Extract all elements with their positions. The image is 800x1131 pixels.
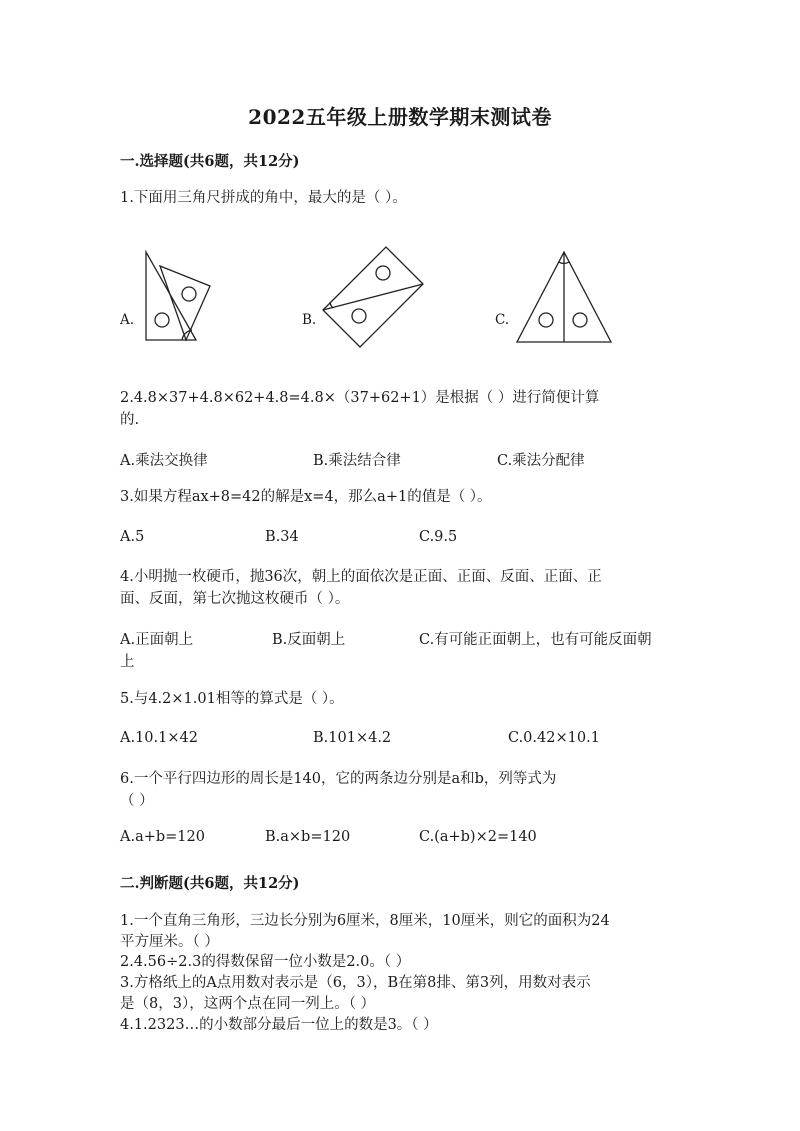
question-4-option-c: C.有可能正面朝上，也有可能反面朝 [419, 632, 652, 648]
question-4-option-a: A.正面朝上 [120, 632, 194, 648]
question-6-option-a: A.a+b=120 [120, 829, 205, 845]
figure-a-rulers [146, 252, 210, 340]
question-5-option-c: C.0.42×10.1 [508, 730, 600, 746]
question-3-text: 3.如果方程ax+8=42的解是x=4，那么a+1的值是（ ）。 [120, 489, 492, 505]
question-6-option-b: B.a×b=120 [265, 829, 351, 845]
question-3-option-c: C.9.5 [419, 529, 458, 545]
triangle-ruler-drawing [110, 238, 630, 358]
question-2-option-a: A.乘法交换律 [120, 453, 208, 469]
question-4-option-b: B.反面朝上 [272, 632, 346, 648]
judgment-line-3: 2.4.56÷2.3的得数保留一位小数是2.0。（ ） [120, 954, 411, 970]
figure-b-rulers [323, 247, 423, 347]
question-3-option-b: B.34 [265, 529, 299, 545]
figure-a-label: A. [120, 312, 135, 328]
question-2-line-1: 2.4.8×37+4.8×62+4.8=4.8×（37+62+1）是根据（ ）进行简便计算 [120, 390, 600, 406]
question-2-option-c: C.乘法分配律 [497, 453, 585, 469]
question-2-line-2: 的. [120, 412, 140, 428]
page-title: 2022五年级上册数学期末测试卷 [248, 105, 552, 129]
question-1-text: 1.下面用三角尺拼成的角中，最大的是（ ）。 [120, 190, 407, 206]
question-4-line-1: 4.小明抛一枚硬币，抛36次，朝上的面依次是正面、正面、反面、正面、正 [120, 569, 602, 585]
question-4-option-c-wrap: 上 [120, 654, 135, 670]
judgment-line-2: 平方厘米。（ ） [120, 934, 219, 950]
question-5-option-b: B.101×4.2 [313, 730, 392, 746]
judgment-line-6: 4.1.2323…的小数部分最后一位上的数是3。（ ） [120, 1017, 438, 1033]
judgment-line-1: 1.一个直角三角形，三边长分别为6厘米，8厘米，10厘米，则它的面积为24 [120, 913, 610, 929]
question-5-text: 5.与4.2×1.01相等的算式是（ ）。 [120, 691, 344, 707]
judgment-line-4: 3.方格纸上的A点用数对表示是（6，3），B在第8排、第3列，用数对表示 [120, 975, 591, 991]
figure-b-label: B. [302, 312, 317, 328]
question-3-option-a: A.5 [120, 529, 145, 545]
figure-c-label: C. [495, 312, 510, 328]
section-heading-judgment: 二.判断题(共6题，共12分) [120, 875, 300, 892]
question-5-option-a: A.10.1×42 [120, 730, 198, 746]
section-heading-choice: 一.选择题(共6题，共12分) [120, 153, 300, 170]
judgment-line-5: 是（8，3），这两个点在同一列上。（ ） [120, 996, 376, 1012]
question-4-line-2: 面、反面，第七次抛这枚硬币（ ）。 [120, 591, 350, 607]
figure-c-rulers [517, 252, 611, 342]
question-6-line-2: （ ） [120, 793, 154, 809]
question-2-option-b: B.乘法结合律 [313, 453, 401, 469]
triangle-ruler-figure [110, 238, 630, 358]
question-6-option-c: C.(a+b)×2=140 [419, 829, 537, 845]
question-6-line-1: 6.一个平行四边形的周长是140，它的两条边分别是a和b，列等式为 [120, 771, 557, 787]
